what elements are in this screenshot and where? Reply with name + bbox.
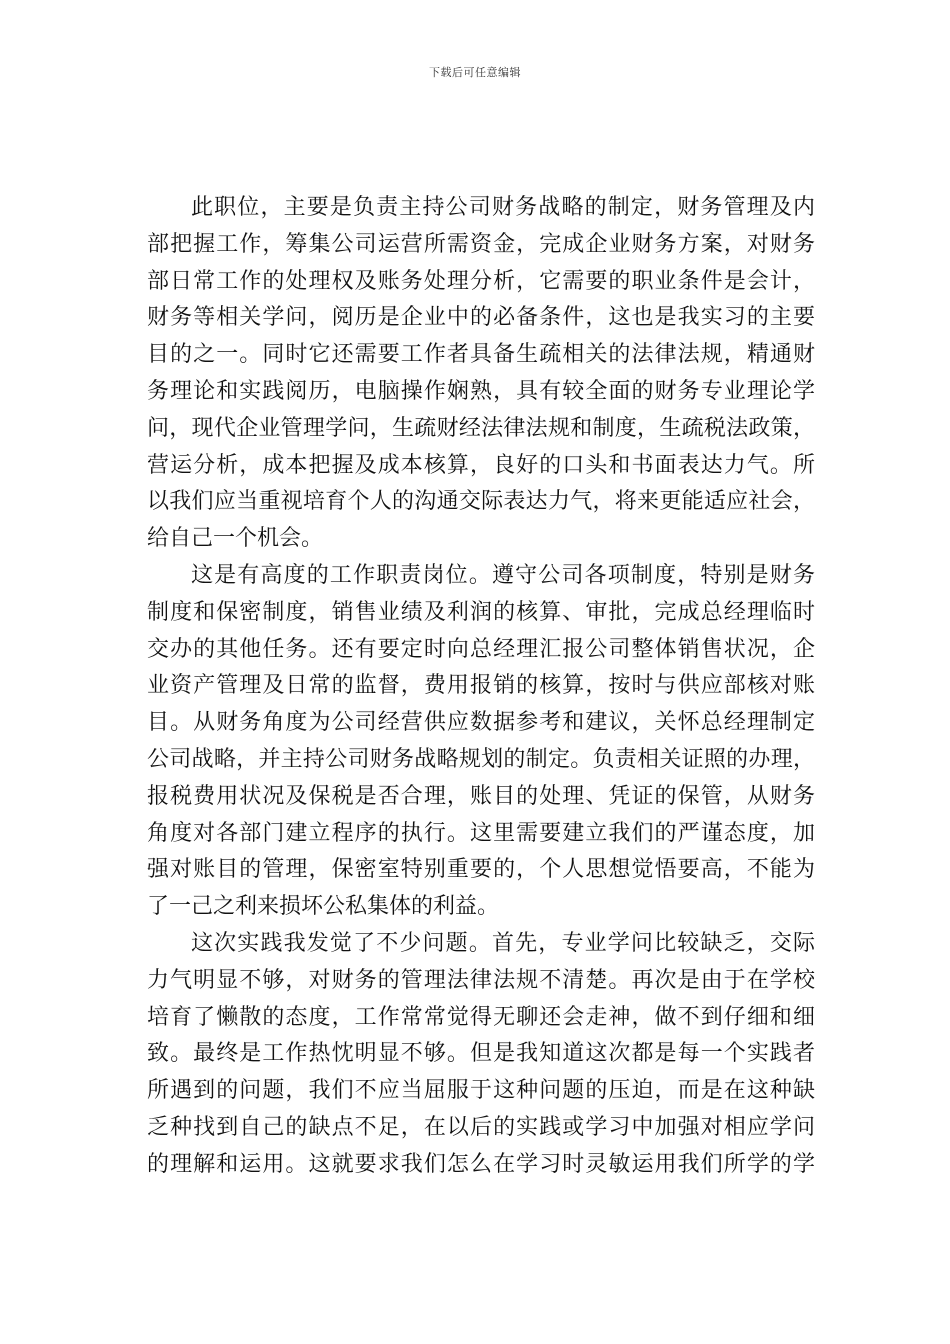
text-line: 制度和保密制度，销售业绩及利润的核算、审批，完成总经理临时 bbox=[147, 599, 815, 625]
text-line: 乏种找到自己的缺点不足，在以后的实践或学习中加强对相应学问 bbox=[147, 1114, 815, 1140]
text-line: 了一己之利来损坏公私集体的利益。 bbox=[147, 894, 500, 920]
body-text bbox=[147, 190, 815, 1184]
text-line: 报税费用状况及保税是否合理，账目的处理、凭证的保管，从财务 bbox=[147, 783, 815, 809]
paragraph-1 bbox=[147, 190, 815, 558]
text-line: 这是有高度的工作职责岗位。遵守公司各项制度，特别是财务 bbox=[191, 562, 815, 588]
text-line: 交办的其他任务。还有要定时向总经理汇报公司整体销售状况，企 bbox=[147, 636, 815, 662]
text-line: 财务等相关学问，阅历是企业中的必备条件，这也是我实习的主要 bbox=[147, 305, 815, 331]
text-line: 部把握工作，筹集公司运营所需资金，完成企业财务方案，对财务 bbox=[147, 231, 815, 257]
text-line: 部日常工作的处理权及账务处理分析，它需要的职业条件是会计， bbox=[147, 268, 815, 294]
text-line: 强对账目的管理，保密室特别重要的，个人思想觉悟要高，不能为 bbox=[147, 857, 815, 883]
text-line: 以我们应当重视培育个人的沟通交际表达力气，将来更能适应社会， bbox=[147, 489, 815, 515]
text-line: 公司战略，并主持公司财务战略规划的制定。负责相关证照的办理， bbox=[147, 746, 815, 772]
text-line: 务理论和实践阅历，电脑操作娴熟，具有较全面的财务专业理论学 bbox=[147, 378, 815, 404]
text-line: 力气明显不够，对财务的管理法律法规不清楚。再次是由于在学校 bbox=[147, 967, 815, 993]
text-line: 角度对各部门建立程序的执行。这里需要建立我们的严谨态度，加 bbox=[147, 820, 815, 846]
text-line: 营运分析，成本把握及成本核算，良好的口头和书面表达力气。所 bbox=[147, 452, 815, 478]
paragraph-3 bbox=[147, 926, 815, 1184]
text-line: 培育了懒散的态度，工作常常觉得无聊还会走神，做不到仔细和细 bbox=[147, 1004, 815, 1030]
text-line: 这次实践我发觉了不少问题。首先，专业学问比较缺乏，交际 bbox=[191, 930, 815, 956]
text-line: 目的之一。同时它还需要工作者具备生疏相关的法律法规，精通财 bbox=[147, 342, 815, 368]
text-line: 目。从财务角度为公司经营供应数据参考和建议，关怀总经理制定 bbox=[147, 710, 815, 736]
paragraph-2 bbox=[147, 558, 815, 926]
text-line: 此职位，主要是负责主持公司财务战略的制定，财务管理及内 bbox=[191, 195, 815, 220]
text-line: 问，现代企业管理学问，生疏财经法律法规和制度，生疏税法政策， bbox=[147, 415, 815, 441]
text-line: 业资产管理及日常的监督，费用报销的核算，按时与供应部核对账 bbox=[147, 673, 815, 699]
header-note: 下载后可任意编辑 bbox=[429, 66, 521, 79]
text-line: 致。最终是工作热忱明显不够。但是我知道这次都是每一个实践者 bbox=[147, 1041, 815, 1067]
text-line: 给自己一个机会。 bbox=[147, 526, 324, 552]
text-line: 的理解和运用。这就要求我们怎么在学习时灵敏运用我们所学的学 bbox=[147, 1151, 815, 1177]
text-line: 所遇到的问题，我们不应当屈服于这种问题的压迫，而是在这种缺 bbox=[147, 1078, 815, 1104]
